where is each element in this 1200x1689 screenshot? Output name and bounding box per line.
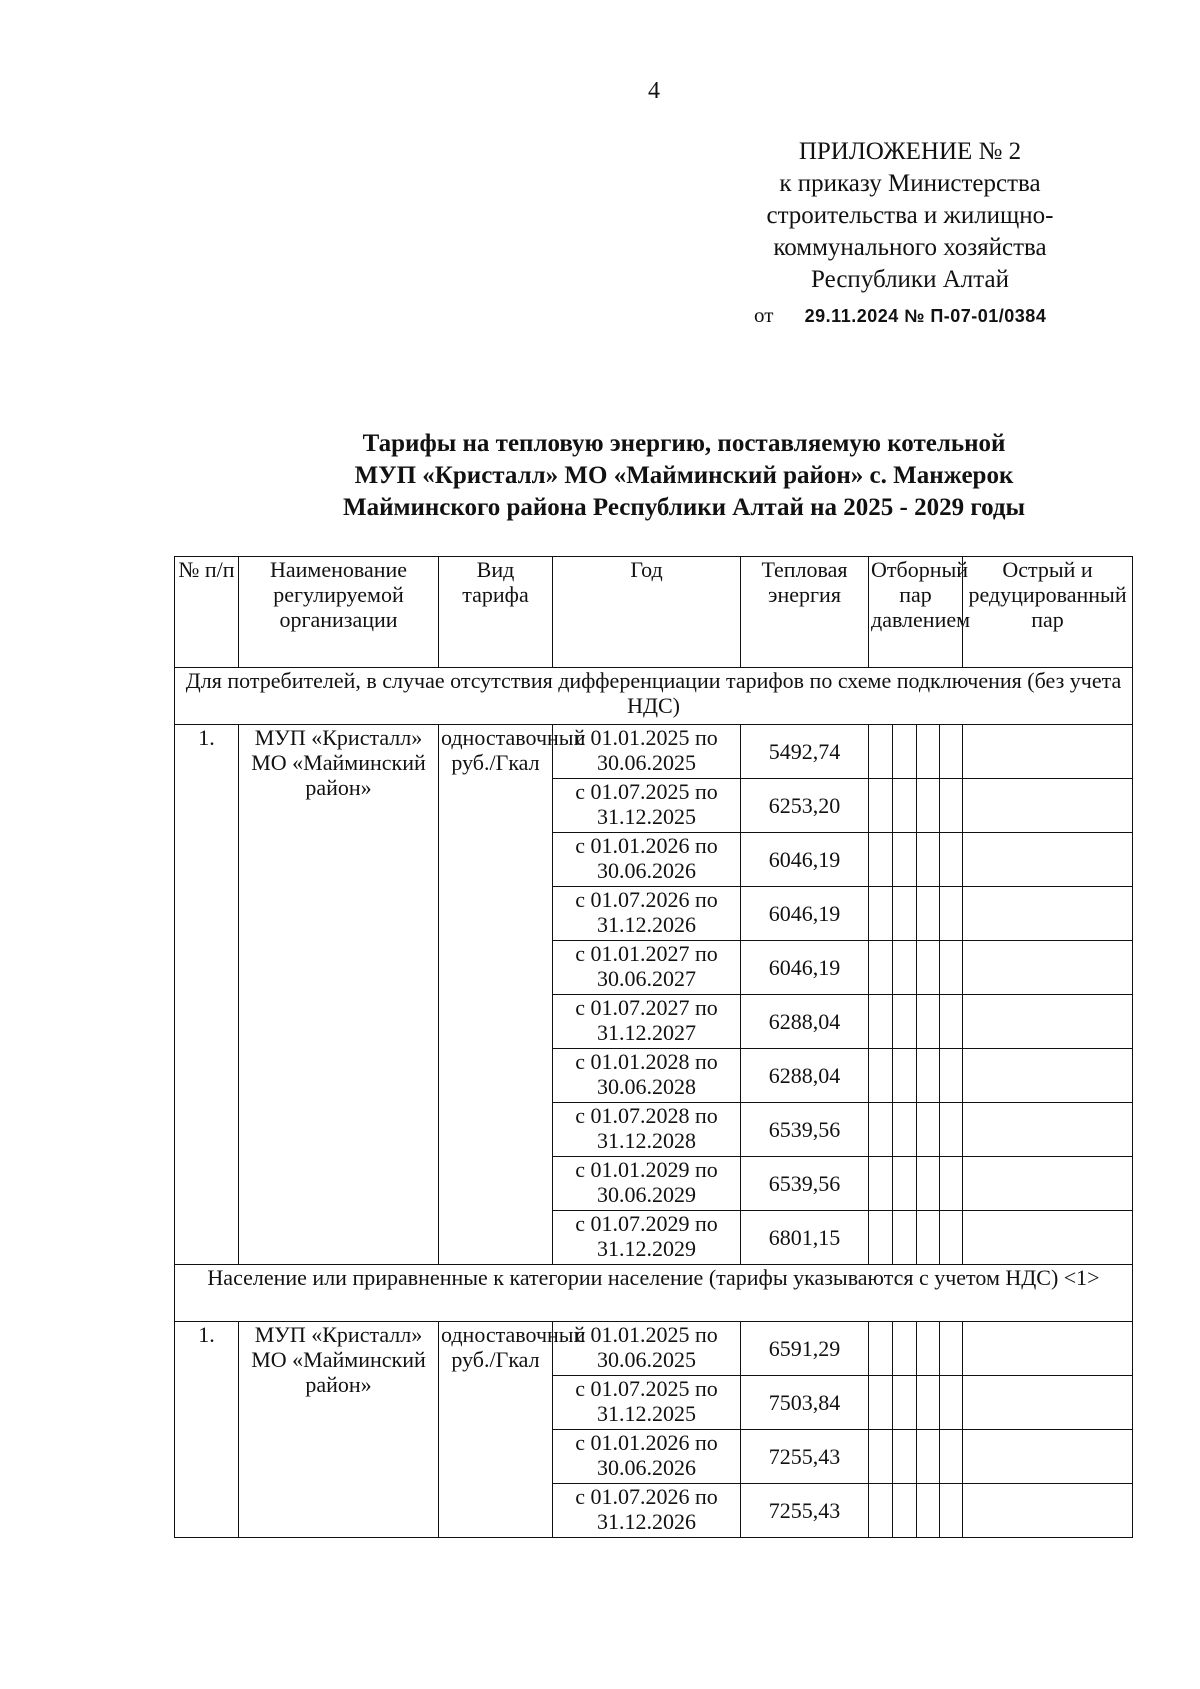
row-num: 1.	[175, 1322, 239, 1538]
empty-cell	[963, 1049, 1133, 1103]
empty-cell	[940, 1430, 963, 1484]
header-num: № п/п	[175, 557, 239, 668]
order-prefix: от	[754, 303, 774, 327]
empty-cell	[917, 887, 940, 941]
heat-value-cell: 6253,20	[741, 779, 869, 833]
title-line: Майминского района Республики Алтай на 2025 - 2029 годы	[342, 494, 1026, 521]
empty-cell	[917, 1157, 940, 1211]
period-cell: с 01.07.2028 по 31.12.2028	[553, 1103, 741, 1157]
tariffs-table	[174, 556, 1133, 1538]
empty-cell	[893, 1211, 917, 1265]
group-label: Для потребителей, в случае отсутствия дифференциации тарифов по схеме подключения (без учета НДС)	[175, 668, 1133, 725]
empty-cell	[917, 1049, 940, 1103]
title-line: Тарифы на тепловую энергию, поставляемую котельной	[362, 430, 1006, 457]
org-name: МУП «Кристалл» МО «Майминский район»	[239, 725, 439, 1265]
period-cell: с 01.01.2026 по 30.06.2026	[553, 1430, 741, 1484]
empty-cell	[940, 1103, 963, 1157]
empty-cell	[963, 1376, 1133, 1430]
document-title	[280, 428, 1088, 524]
table-row	[175, 1322, 1133, 1376]
empty-cell	[893, 995, 917, 1049]
empty-cell	[940, 1211, 963, 1265]
empty-cell	[869, 1376, 893, 1430]
heat-value-cell: 6288,04	[741, 1049, 869, 1103]
empty-cell	[893, 1157, 917, 1211]
empty-cell	[940, 995, 963, 1049]
empty-cell	[940, 1157, 963, 1211]
header-kind: Вид тарифа	[439, 557, 553, 668]
heat-value-cell: 7503,84	[741, 1376, 869, 1430]
empty-cell	[869, 1211, 893, 1265]
empty-cell	[893, 833, 917, 887]
period-cell: с 01.01.2027 по 30.06.2027	[553, 941, 741, 995]
empty-cell	[869, 1049, 893, 1103]
empty-cell	[893, 1484, 917, 1538]
heat-value-cell: 6539,56	[741, 1103, 869, 1157]
empty-cell	[963, 1484, 1133, 1538]
empty-cell	[963, 1211, 1133, 1265]
header-steam-selected: Отборный пар давлением	[869, 557, 963, 668]
empty-cell	[940, 833, 963, 887]
empty-cell	[893, 725, 917, 779]
empty-cell	[893, 1430, 917, 1484]
empty-cell	[963, 833, 1133, 887]
period-cell: с 01.01.2025 по 30.06.2025	[553, 1322, 741, 1376]
appendix-line: коммунального хозяйства	[773, 234, 1047, 261]
empty-cell	[893, 1322, 917, 1376]
empty-cell	[963, 941, 1133, 995]
heat-value-cell: 6046,19	[741, 833, 869, 887]
empty-cell	[869, 725, 893, 779]
tariff-kind: одноставочный руб./Гкал	[439, 1322, 553, 1538]
appendix-line: Республики Алтай	[811, 266, 1009, 293]
heat-value-cell: 6801,15	[741, 1211, 869, 1265]
empty-cell	[917, 1322, 940, 1376]
header-year: Год	[553, 557, 741, 668]
group-header-row	[175, 668, 1133, 725]
appendix-line: строительства и жилищно-	[766, 202, 1054, 229]
tariff-kind: одноставочный руб./Гкал	[439, 725, 553, 1265]
empty-cell	[869, 887, 893, 941]
order-line	[754, 303, 1046, 328]
empty-cell	[869, 1103, 893, 1157]
page-number: 4	[648, 78, 660, 104]
table-row	[175, 725, 1133, 779]
group-label: Население или приравненные к категории население (тарифы указываются с учетом НДС) <1>	[175, 1265, 1133, 1322]
empty-cell	[963, 1322, 1133, 1376]
empty-cell	[869, 779, 893, 833]
period-cell: с 01.07.2027 по 31.12.2027	[553, 995, 741, 1049]
empty-cell	[940, 1376, 963, 1430]
empty-cell	[917, 1211, 940, 1265]
empty-cell	[893, 1376, 917, 1430]
empty-cell	[940, 887, 963, 941]
period-cell: с 01.07.2025 по 31.12.2025	[553, 779, 741, 833]
empty-cell	[917, 833, 940, 887]
empty-cell	[893, 887, 917, 941]
heat-value-cell: 5492,74	[741, 725, 869, 779]
appendix-line: к приказу Министерства	[779, 170, 1041, 197]
title-line: МУП «Кристалл» МО «Майминский район» с. Манжерок	[354, 462, 1014, 489]
empty-cell	[963, 887, 1133, 941]
empty-cell	[869, 941, 893, 995]
heat-value-cell: 6046,19	[741, 887, 869, 941]
empty-cell	[917, 725, 940, 779]
period-cell: с 01.01.2025 по 30.06.2025	[553, 725, 741, 779]
empty-cell	[869, 1157, 893, 1211]
empty-cell	[940, 779, 963, 833]
heat-value-cell: 6591,29	[741, 1322, 869, 1376]
empty-cell	[963, 725, 1133, 779]
empty-cell	[869, 995, 893, 1049]
empty-cell	[893, 779, 917, 833]
empty-cell	[893, 941, 917, 995]
empty-cell	[940, 1322, 963, 1376]
empty-cell	[917, 1430, 940, 1484]
empty-cell	[893, 1049, 917, 1103]
empty-cell	[963, 1430, 1133, 1484]
empty-cell	[869, 1322, 893, 1376]
empty-cell	[917, 1484, 940, 1538]
empty-cell	[869, 1484, 893, 1538]
period-cell: с 01.01.2026 по 30.06.2026	[553, 833, 741, 887]
appendix-block	[730, 136, 1090, 296]
empty-cell	[917, 941, 940, 995]
empty-cell	[917, 1103, 940, 1157]
table-header-row	[175, 557, 1133, 668]
heat-value-cell: 7255,43	[741, 1484, 869, 1538]
heat-value-cell: 6539,56	[741, 1157, 869, 1211]
appendix-line: ПРИЛОЖЕНИЕ № 2	[798, 138, 1022, 165]
row-num: 1.	[175, 725, 239, 1265]
period-cell: с 01.01.2028 по 30.06.2028	[553, 1049, 741, 1103]
empty-cell	[940, 725, 963, 779]
empty-cell	[869, 833, 893, 887]
empty-cell	[940, 1484, 963, 1538]
empty-cell	[940, 1049, 963, 1103]
empty-cell	[893, 1103, 917, 1157]
period-cell: с 01.07.2029 по 31.12.2029	[553, 1211, 741, 1265]
header-steam-sharp: Острый и редуцированный пар	[963, 557, 1133, 668]
empty-cell	[963, 1103, 1133, 1157]
period-cell: с 01.01.2029 по 30.06.2029	[553, 1157, 741, 1211]
heat-value-cell: 6288,04	[741, 995, 869, 1049]
period-cell: с 01.07.2025 по 31.12.2025	[553, 1376, 741, 1430]
empty-cell	[917, 779, 940, 833]
header-heat: Тепловая энергия	[741, 557, 869, 668]
empty-cell	[963, 995, 1133, 1049]
empty-cell	[917, 995, 940, 1049]
empty-cell	[917, 1376, 940, 1430]
empty-cell	[940, 941, 963, 995]
empty-cell	[869, 1430, 893, 1484]
order-stamp: 29.11.2024 № П-07-01/0384	[804, 306, 1047, 326]
heat-value-cell: 6046,19	[741, 941, 869, 995]
heat-value-cell: 7255,43	[741, 1430, 869, 1484]
empty-cell	[963, 779, 1133, 833]
header-org: Наименование регулируемой организации	[239, 557, 439, 668]
empty-cell	[963, 1157, 1133, 1211]
period-cell: с 01.07.2026 по 31.12.2026	[553, 1484, 741, 1538]
group-header-row	[175, 1265, 1133, 1322]
period-cell: с 01.07.2026 по 31.12.2026	[553, 887, 741, 941]
org-name: МУП «Кристалл» МО «Майминский район»	[239, 1322, 439, 1538]
